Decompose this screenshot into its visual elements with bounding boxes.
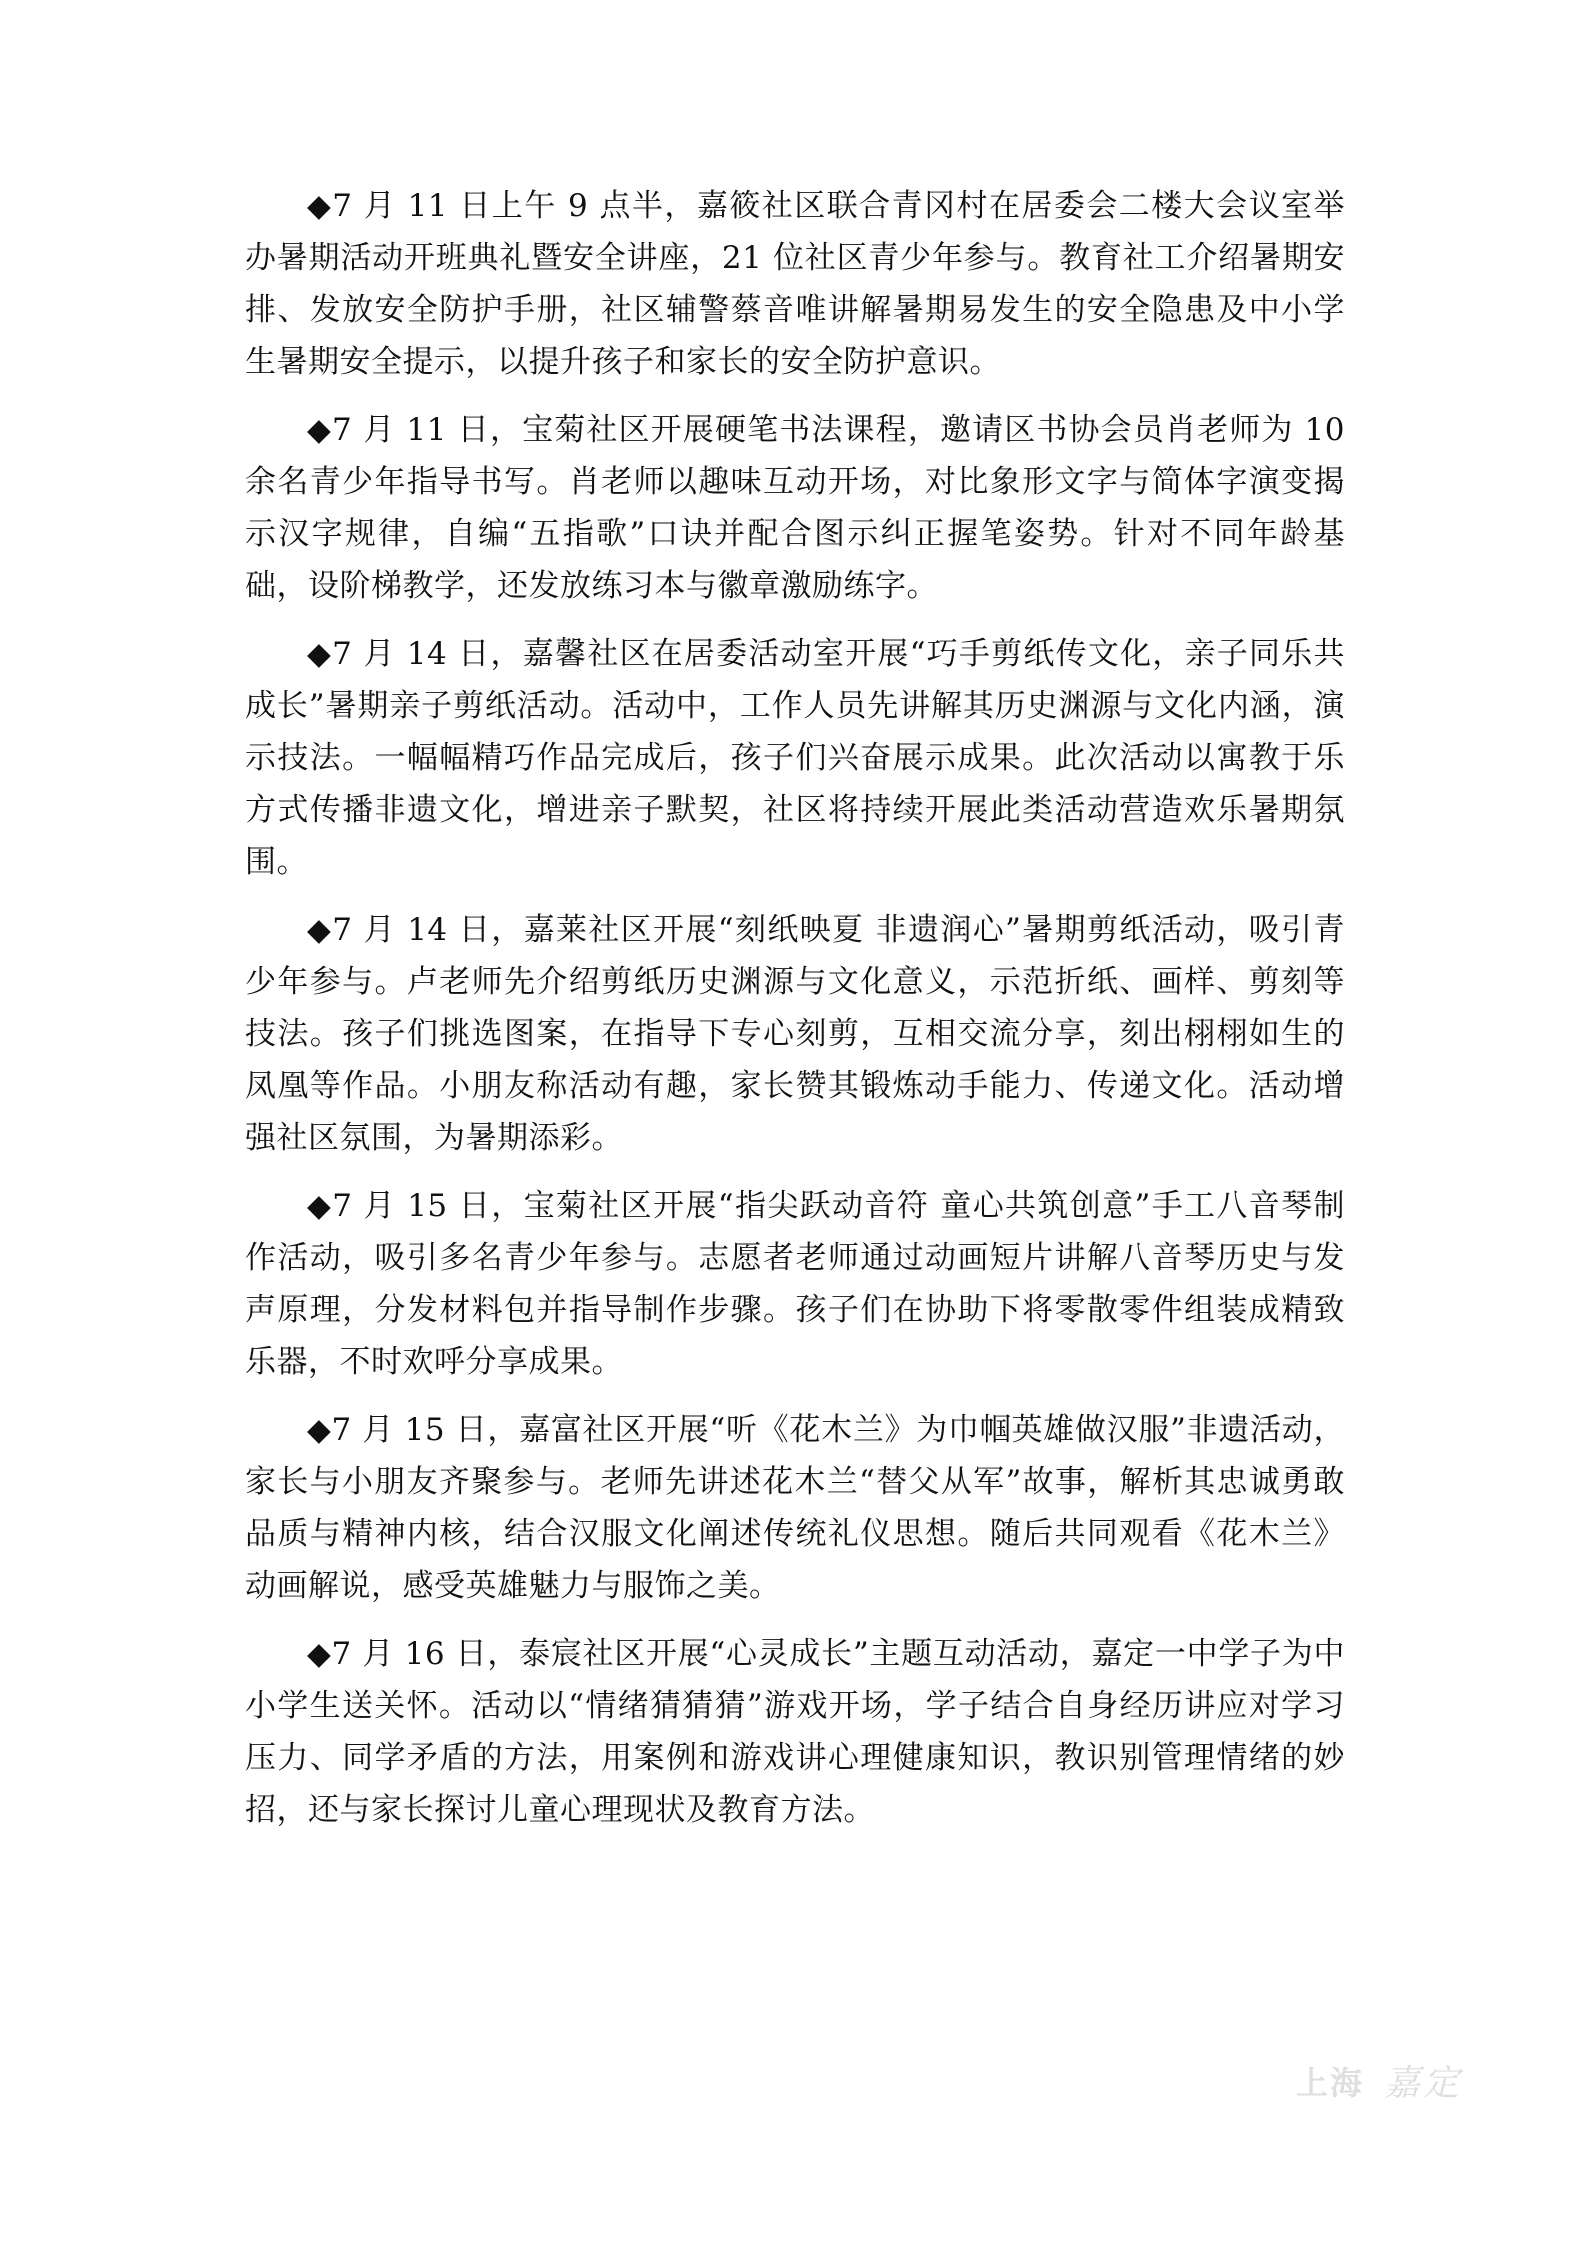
watermark-name: 嘉定 [1383, 2063, 1462, 2104]
paragraph-6: ◆7 月 15 日，嘉富社区开展“听《花木兰》为巾帼英雄做汉服”非遗活动，家长与小朋友齐聚参与。老师先讲述花木兰“替父从军”故事，解析其忠诚勇敢品质与精神内核，结合汉服文化阐述传统礼仪思想。随后共同观看《花木兰》动画解说，感受英雄魅力与服饰之美。 [245, 1412, 1345, 1604]
paragraph-7: ◆7 月 16 日，泰宸社区开展“心灵成长”主题互动活动，嘉定一中学子为中小学生送关怀。活动以“情绪猜猜猜”游戏开场，学子结合自身经历讲应对学习压力、同学矛盾的方法，用案例和游戏讲心理健康知识，教识别管理情绪的妙招，还与家长探讨儿童心理现状及教育方法。 [245, 1636, 1345, 1828]
watermark-place: 上海 [1295, 2063, 1364, 2102]
paragraph-2: ◆7 月 11 日，宝菊社区开展硬笔书法课程，邀请区书协会员肖老师为 10 余名青少年指导书写。肖老师以趣味互动开场，对比象形文字与简体字演变揭示汉字规律，自编“五指歌”口诀并配合图示纠正握笔姿势。针对不同年龄基础，设阶梯教学，还发放练习本与徽章激励练字。 [245, 412, 1345, 604]
document-body [245, 180, 1345, 1852]
paragraph-1: ◆7 月 11 日上午 9 点半，嘉筱社区联合青冈村在居委会二楼大会议室举办暑期活动开班典礼暨安全讲座，21 位社区青少年参与。教育社工介绍暑期安排、发放安全防护手册，社区辅警蔡音唯讲解暑期易发生的安全隐患及中小学生暑期安全提示，以提升孩子和家长的安全防护意识。 [245, 188, 1345, 380]
paragraph-4: ◆7 月 14 日，嘉莱社区开展“刻纸映夏 非遗润心”暑期剪纸活动，吸引青少年参与。卢老师先介绍剪纸历史渊源与文化意义，示范折纸、画样、剪刻等技法。孩子们挑选图案，在指导下专心刻剪，互相交流分享，刻出栩栩如生的凤凰等作品。小朋友称活动有趣，家长赞其锻炼动手能力、传递文化。活动增强社区氛围，为暑期添彩。 [245, 912, 1345, 1156]
paragraph-3: ◆7 月 14 日，嘉馨社区在居委活动室开展“巧手剪纸传文化，亲子同乐共成长”暑期亲子剪纸活动。活动中，工作人员先讲解其历史渊源与文化内涵，演示技法。一幅幅精巧作品完成后，孩子们兴奋展示成果。此次活动以寓教于乐方式传播非遗文化，增进亲子默契，社区将持续开展此类活动营造欢乐暑期氛围。 [245, 636, 1345, 880]
paragraph-5: ◆7 月 15 日，宝菊社区开展“指尖跃动音符 童心共筑创意”手工八音琴制作活动，吸引多名青少年参与。志愿者老师通过动画短片讲解八音琴历史与发声原理，分发材料包并指导制作步骤。孩子们在协助下将零散零件组装成精致乐器，不时欢呼分享成果。 [245, 1188, 1345, 1380]
watermark-logo [1296, 2055, 1462, 2106]
